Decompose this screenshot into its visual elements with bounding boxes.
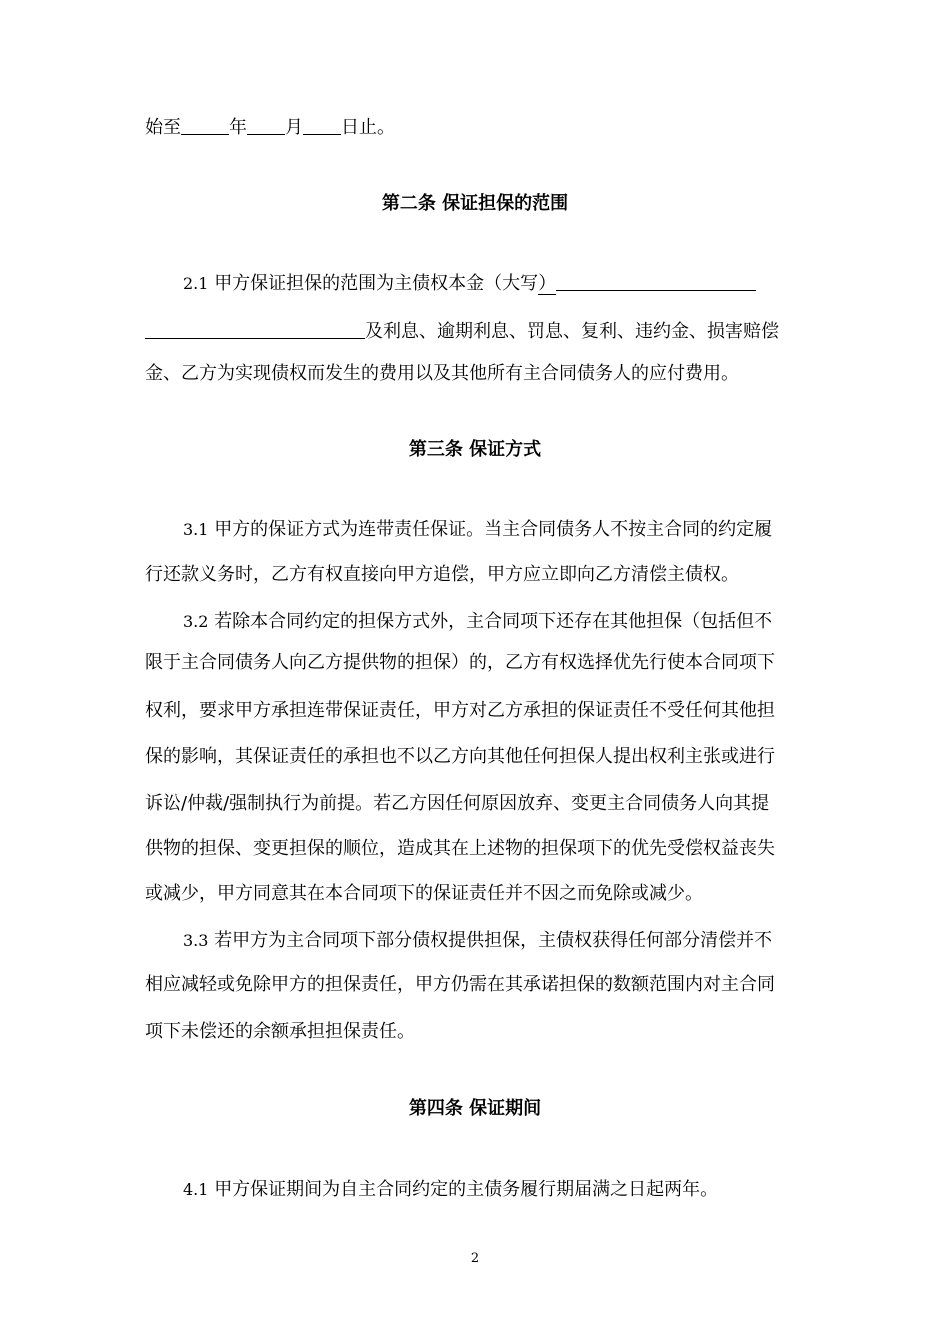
clause-text: 甲方保证担保的范围为主债权本金（大写 — [214, 273, 539, 294]
article-2-1-line-2 — [145, 320, 779, 344]
clause-text: 若甲方为主合同项下部分债权提供担保，主债权获得任何部分清偿并不 — [214, 930, 773, 951]
article-3-2-line-7: 或减少，甲方同意其在本合同项下的保证责任并不因之而免除或减少。 — [145, 883, 703, 904]
article-3-heading: 第三条 保证方式 — [408, 439, 542, 460]
article-3-2-line-5: 诉讼/仲裁/强制执行为前提。若乙方因任何原因放弃、变更主合同债务人向其提 — [145, 793, 770, 814]
article-4-1-line-1 — [183, 1178, 718, 1202]
paren-close: ） — [538, 273, 557, 294]
day-blank — [303, 116, 341, 135]
clause-number: 2.1 — [183, 274, 209, 293]
clause-number: 3.2 — [183, 612, 209, 631]
clause-number: 3.3 — [183, 931, 209, 950]
day-end-label: 日止。 — [341, 117, 395, 138]
article-4-heading: 第四条 保证期间 — [408, 1098, 542, 1119]
article-3-2-line-3: 权利，要求甲方承担连带保证责任，甲方对乙方承担的保证责任不受任何其他担 — [145, 700, 775, 721]
article-3-2-line-6: 供物的担保、变更担保的顺位，造成其在上述物的担保项下的优先受偿权益丧失 — [145, 838, 775, 859]
month-blank — [247, 116, 285, 135]
clause-text: 及利息、逾期利息、罚息、复利、违约金、损害赔偿 — [365, 321, 779, 342]
page-number: 2 — [470, 1251, 480, 1266]
year-label: 年 — [229, 117, 247, 138]
year-blank — [181, 116, 229, 135]
principal-amount-blank — [556, 272, 756, 291]
article-3-2-line-4: 保的影响，其保证责任的承担也不以乙方向其他任何担保人提出权利主张或进行 — [145, 746, 775, 767]
clause-text: 若除本合同约定的担保方式外，主合同项下还存在其他担保（包括但不 — [214, 611, 773, 632]
article-3-3-line-3: 项下未偿还的余额承担担保责任。 — [145, 1021, 415, 1042]
article-2-1-line-1 — [183, 272, 756, 296]
month-label: 月 — [285, 117, 303, 138]
clause-number: 4.1 — [183, 1180, 209, 1199]
article-3-1-line-1 — [183, 518, 772, 542]
article-3-3-line-1 — [183, 929, 772, 953]
clause-text: 甲方保证期间为自主合同约定的主债务履行期届满之日起两年。 — [214, 1179, 719, 1200]
article-3-2-line-2: 限于主合同债务人向乙方提供物的担保）的，乙方有权选择优先行使本合同项下 — [145, 652, 775, 673]
article-2-1-line-3: 金、乙方为实现债权而发生的费用以及其他所有主合同债务人的应付费用。 — [145, 363, 739, 384]
article-3-2-line-1 — [183, 610, 772, 634]
intro-line — [145, 116, 395, 140]
principal-amount-blank-2 — [145, 320, 365, 339]
article-3-3-line-2: 相应减轻或免除甲方的担保责任，甲方仍需在其承诺担保的数额范围内对主合同 — [145, 974, 775, 995]
article-3-1-line-2: 行还款义务时，乙方有权直接向甲方追偿，甲方应立即向乙方清偿主债权。 — [145, 564, 739, 585]
clause-number: 3.1 — [183, 520, 209, 539]
clause-text: 甲方的保证方式为连带责任保证。当主合同债务人不按主合同的约定履 — [214, 519, 773, 540]
article-2-heading: 第二条 保证担保的范围 — [381, 193, 569, 214]
intro-text: 始至 — [145, 117, 181, 138]
